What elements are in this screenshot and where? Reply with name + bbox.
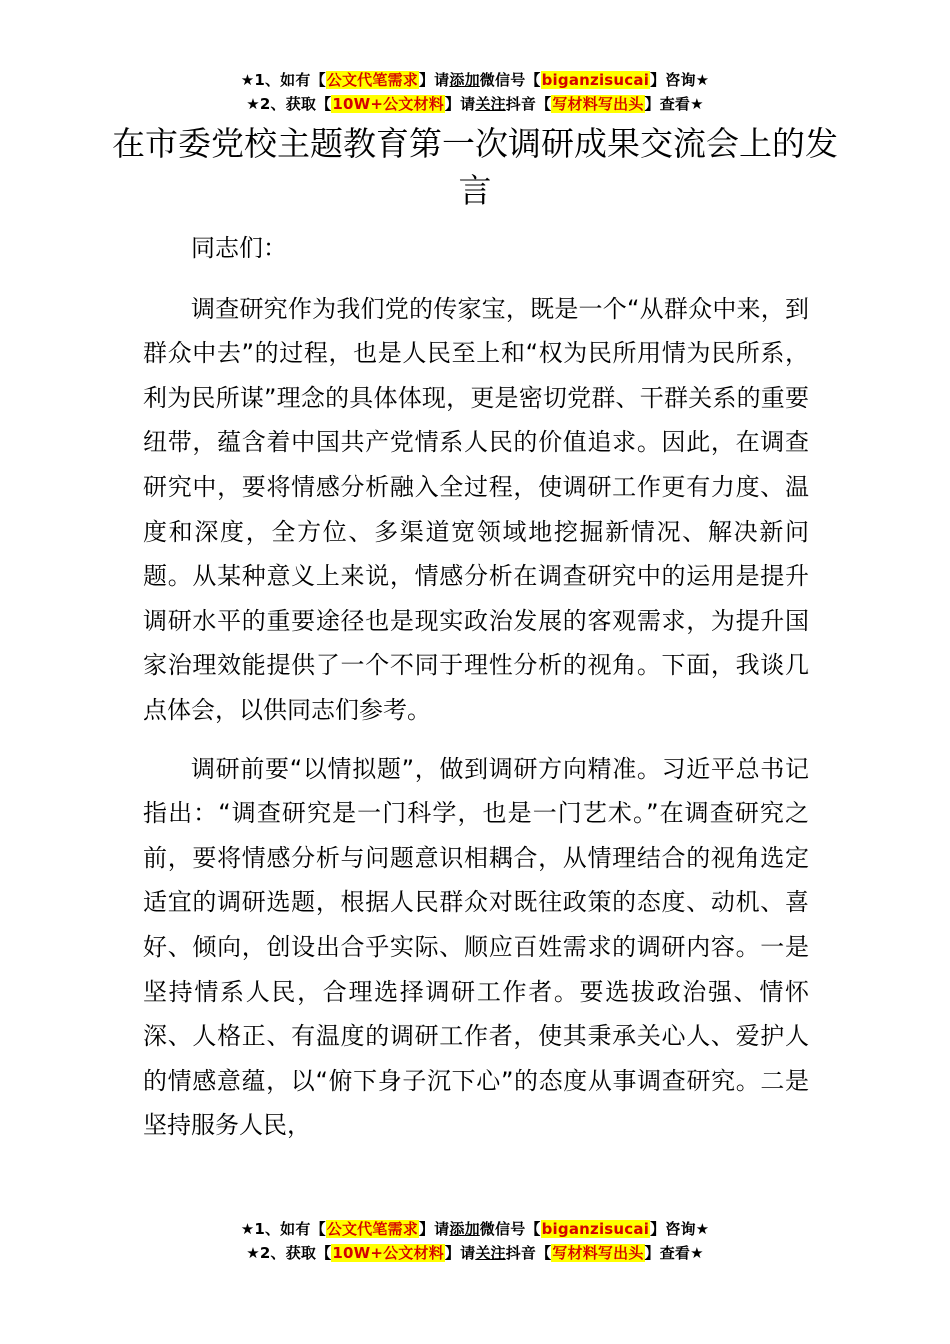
document-title: 在市委党校主题教育第一次调研成果交流会上的发言 bbox=[112, 124, 838, 210]
notice-text: 】查看★ bbox=[644, 1244, 704, 1262]
notice-highlight: 写材料写出头 bbox=[552, 1244, 644, 1262]
header-notice bbox=[0, 68, 950, 116]
notice-underlined: 关注 bbox=[475, 1244, 506, 1262]
notice-text: 】咨询★ bbox=[650, 71, 710, 89]
notice-text: 】请 bbox=[418, 71, 450, 89]
notice-text: 】请 bbox=[444, 1244, 476, 1262]
notice-text: 抖音【 bbox=[505, 1244, 552, 1262]
notice-text: 微信号【 bbox=[479, 1220, 541, 1238]
notice-text: ★2、获取【 bbox=[246, 1244, 332, 1262]
notice-text: 】咨询★ bbox=[650, 1220, 710, 1238]
notice-text: 】请 bbox=[418, 1220, 450, 1238]
notice-line-2 bbox=[0, 1241, 950, 1265]
notice-text: 】查看★ bbox=[644, 95, 704, 113]
salutation: 同志们： bbox=[191, 234, 287, 262]
notice-text: 抖音【 bbox=[505, 95, 552, 113]
notice-highlight: 公文代笔需求 bbox=[326, 71, 418, 89]
notice-underlined: 关注 bbox=[475, 95, 506, 113]
footer-notice bbox=[0, 1217, 950, 1265]
notice-highlight: 10W+公文材料 bbox=[332, 1244, 444, 1262]
notice-highlight: biganzisucai bbox=[541, 71, 650, 89]
notice-highlight: 写材料写出头 bbox=[552, 95, 644, 113]
body-paragraph: 调查研究作为我们党的传家宝，既是一个“从群众中来，到群众中去”的过程，也是人民至上和“权为民所用情为民所系，利为民所谋”理念的具体体现，更是密切党群、干群关系的重要纽带，蕴含着中国共产党情系人民的价值追求。因此，在调查研究中，要将情感分析融入全过程，使调研工作更有力度、温度和深度，全方位、多渠道宽领域地挖掘新情况、解决新问题。从某种意义上来说，情感分析在调查研究中的运用是提升调研水平的重要途径也是现实政治发展的客观需求，为提升国家治理效能提供了一个不同于理性分析的视角。下面，我谈几点体会，以供同志们参考。 bbox=[143, 294, 809, 724]
body-paragraph: 调研前要“以情拟题”，做到调研方向精准。习近平总书记指出：“调查研究是一门科学，也是一门艺术。”在调查研究之前，要将情感分析与问题意识相耦合，从情理结合的视角选定适宜的调研选题，根据人民群众对既往政策的态度、动机、喜好、倾向，创设出合乎实际、顺应百姓需求的调研内容。一是坚持情系人民，合理选择调研工作者。要选拔政治强、情怀深、人格正、有温度的调研工作者，使其秉承关心人、爱护人的情感意蕴，以“俯下身子沉下心”的态度从事调查研究。二是坚持服务人民， bbox=[143, 754, 809, 1140]
notice-text: 】请 bbox=[444, 95, 476, 113]
notice-highlight: biganzisucai bbox=[541, 1220, 650, 1238]
notice-text: ★1、如有【 bbox=[240, 71, 326, 89]
notice-text: ★1、如有【 bbox=[240, 1220, 326, 1238]
notice-highlight: 公文代笔需求 bbox=[326, 1220, 418, 1238]
document-body bbox=[143, 226, 809, 1162]
notice-line-2 bbox=[0, 92, 950, 116]
notice-text: ★2、获取【 bbox=[246, 95, 332, 113]
notice-line-1 bbox=[0, 1217, 950, 1241]
notice-highlight: 10W+公文材料 bbox=[332, 95, 444, 113]
notice-underlined: 添加 bbox=[449, 71, 480, 89]
notice-underlined: 添加 bbox=[449, 1220, 480, 1238]
notice-line-1 bbox=[0, 68, 950, 92]
notice-text: 微信号【 bbox=[479, 71, 541, 89]
